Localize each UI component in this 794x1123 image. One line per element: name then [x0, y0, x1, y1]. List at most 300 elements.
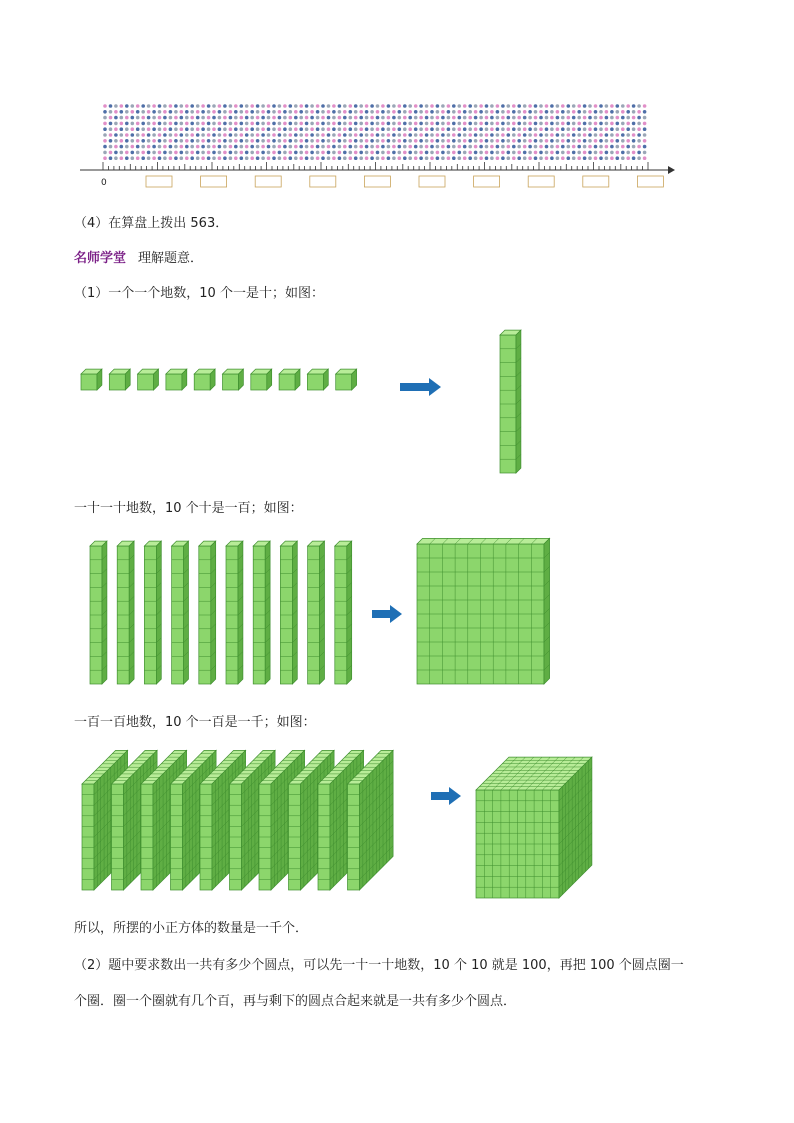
dot: [605, 133, 609, 137]
dot: [234, 127, 238, 131]
dot: [207, 127, 211, 131]
dot: [512, 127, 516, 131]
dot: [643, 127, 647, 131]
dot: [261, 122, 265, 126]
dot: [436, 133, 440, 137]
dot: [425, 133, 429, 137]
dot: [114, 104, 118, 108]
dot: [190, 139, 194, 143]
dot: [272, 151, 276, 155]
dot: [468, 151, 472, 155]
dot: [485, 116, 489, 120]
dot: [365, 133, 369, 137]
dot: [267, 133, 271, 137]
dot: [109, 151, 113, 155]
dot: [523, 127, 527, 131]
dot: [141, 156, 145, 160]
ten-rod: [90, 541, 107, 684]
question-4: （4）在算盘上拨出 563．: [74, 216, 229, 231]
dot: [479, 104, 483, 108]
dot: [441, 156, 445, 160]
dot: [517, 110, 521, 114]
dot: [528, 122, 532, 126]
dot: [327, 151, 331, 155]
dot: [408, 139, 412, 143]
dot: [610, 104, 614, 108]
dot: [425, 116, 429, 120]
answer-box[interactable]: [146, 176, 172, 187]
dot: [414, 139, 418, 143]
dot: [452, 139, 456, 143]
dot: [490, 145, 494, 149]
dot: [490, 156, 494, 160]
dot: [507, 127, 511, 131]
dot: [343, 156, 347, 160]
dot: [125, 110, 129, 114]
dot: [528, 156, 532, 160]
ten-rod: [199, 541, 216, 684]
dot: [321, 151, 325, 155]
dot: [376, 104, 380, 108]
dot: [436, 156, 440, 160]
dot: [256, 122, 260, 126]
dot: [528, 133, 532, 137]
dot: [474, 127, 478, 131]
dot: [441, 116, 445, 120]
dot: [512, 110, 516, 114]
dot: [637, 145, 641, 149]
dot: [278, 104, 282, 108]
dot: [632, 151, 636, 155]
dot: [507, 104, 511, 108]
dot: [507, 133, 511, 137]
dot: [332, 110, 336, 114]
dot: [447, 151, 451, 155]
answer-box[interactable]: [310, 176, 336, 187]
dot: [605, 139, 609, 143]
dot: [250, 110, 254, 114]
dot: [414, 122, 418, 126]
dot: [599, 122, 603, 126]
dot: [398, 127, 402, 131]
dot: [343, 145, 347, 149]
dot: [550, 127, 554, 131]
dot: [305, 145, 309, 149]
dot: [485, 122, 489, 126]
dot: [354, 133, 358, 137]
dot: [452, 145, 456, 149]
dot: [381, 122, 385, 126]
dot: [316, 104, 320, 108]
dot: [190, 127, 194, 131]
dot: [550, 116, 554, 120]
dot: [403, 122, 407, 126]
dot: [240, 110, 244, 114]
dot: [370, 139, 374, 143]
dot: [501, 156, 505, 160]
dot: [365, 116, 369, 120]
dot: [485, 139, 489, 143]
dot: [528, 127, 532, 131]
dot: [376, 110, 380, 114]
dot: [201, 122, 205, 126]
dot: [234, 156, 238, 160]
dot: [370, 156, 374, 160]
dot: [387, 151, 391, 155]
dot: [261, 116, 265, 120]
dot: [267, 122, 271, 126]
dot: [120, 156, 124, 160]
dot: [147, 139, 151, 143]
dot: [567, 104, 571, 108]
dot: [376, 133, 380, 137]
dot: [632, 116, 636, 120]
dot: [567, 133, 571, 137]
dot: [278, 133, 282, 137]
dot: [610, 122, 614, 126]
dot: [338, 116, 342, 120]
dot: [109, 139, 113, 143]
dot: [272, 104, 276, 108]
dot: [632, 133, 636, 137]
dot: [174, 139, 178, 143]
dot: [643, 122, 647, 126]
ten-rod: [226, 541, 243, 684]
dot: [496, 110, 500, 114]
dot: [468, 133, 472, 137]
dot: [408, 116, 412, 120]
dot: [632, 145, 636, 149]
dot: [534, 127, 538, 131]
dot: [354, 122, 358, 126]
dot: [212, 104, 216, 108]
dot: [556, 127, 560, 131]
dot: [332, 156, 336, 160]
dot: [479, 110, 483, 114]
dot: [180, 156, 184, 160]
dot: [332, 145, 336, 149]
dot: [289, 122, 293, 126]
dot: [152, 127, 156, 131]
dot: [321, 122, 325, 126]
dot: [398, 156, 402, 160]
dot: [212, 110, 216, 114]
dot: [643, 139, 647, 143]
dot: [517, 133, 521, 137]
dot: [517, 104, 521, 108]
dot: [305, 151, 309, 155]
dot: [637, 116, 641, 120]
dot: [485, 133, 489, 137]
dot: [294, 151, 298, 155]
dot: [474, 116, 478, 120]
dot: [174, 122, 178, 126]
dot: [109, 104, 113, 108]
dot: [501, 110, 505, 114]
dot: [278, 139, 282, 143]
dot: [256, 145, 260, 149]
dot: [316, 127, 320, 131]
dot: [158, 122, 162, 126]
dot: [327, 127, 331, 131]
ten-rod: [280, 541, 297, 684]
dot: [338, 127, 342, 131]
dot: [599, 156, 603, 160]
answer-box[interactable]: [528, 176, 554, 187]
dot: [131, 133, 135, 137]
dot-grid: [103, 104, 646, 160]
dot: [218, 151, 222, 155]
dot: [185, 127, 189, 131]
dot: [381, 127, 385, 131]
dot: [229, 122, 233, 126]
dot: [196, 145, 200, 149]
dot: [545, 145, 549, 149]
dot: [403, 110, 407, 114]
dot: [441, 110, 445, 114]
dot: [327, 122, 331, 126]
dot: [185, 139, 189, 143]
dot: [490, 133, 494, 137]
dot: [294, 116, 298, 120]
answer-box[interactable]: [583, 176, 609, 187]
dot: [517, 122, 521, 126]
dot: [583, 145, 587, 149]
dot: [398, 104, 402, 108]
dot: [643, 151, 647, 155]
dot: [370, 116, 374, 120]
dot: [223, 127, 227, 131]
dot: [283, 145, 287, 149]
dot: [408, 104, 412, 108]
dot: [572, 156, 576, 160]
dot: [370, 151, 374, 155]
dot: [447, 139, 451, 143]
dot: [621, 151, 625, 155]
dot: [496, 133, 500, 137]
dot: [332, 122, 336, 126]
dot: [507, 116, 511, 120]
dot: [583, 110, 587, 114]
dot: [327, 104, 331, 108]
dot: [632, 122, 636, 126]
dot: [321, 104, 325, 108]
dot: [207, 104, 211, 108]
dot: [343, 122, 347, 126]
dot: [577, 110, 581, 114]
dot: [616, 116, 620, 120]
dot: [354, 104, 358, 108]
dot: [207, 156, 211, 160]
dot: [605, 151, 609, 155]
dot: [109, 127, 113, 131]
dot: [567, 139, 571, 143]
unit-cube: [307, 369, 328, 390]
dot: [229, 104, 233, 108]
dot: [610, 116, 614, 120]
dot: [299, 133, 303, 137]
dot: [223, 145, 227, 149]
dot: [594, 110, 598, 114]
dot: [523, 151, 527, 155]
dot: [245, 139, 249, 143]
dot: [349, 104, 353, 108]
dot: [294, 156, 298, 160]
dot: [474, 104, 478, 108]
dot: [147, 145, 151, 149]
dot: [229, 110, 233, 114]
dot: [567, 127, 571, 131]
dot: [305, 110, 309, 114]
dot: [234, 116, 238, 120]
dot: [392, 133, 396, 137]
dot: [567, 122, 571, 126]
dot: [234, 145, 238, 149]
answer-box[interactable]: [201, 176, 227, 187]
paragraph-hundreds: 一百一百地数，10 个一百是一千；如图：: [74, 715, 316, 730]
dot: [256, 116, 260, 120]
answer-box[interactable]: [419, 176, 445, 187]
dot: [316, 116, 320, 120]
dot: [234, 122, 238, 126]
dot: [299, 116, 303, 120]
dot: [294, 139, 298, 143]
dot: [512, 139, 516, 143]
dot: [349, 110, 353, 114]
dot: [299, 145, 303, 149]
dot: [114, 151, 118, 155]
unit-cube: [138, 369, 159, 390]
answer-box[interactable]: [255, 176, 281, 187]
answer-box[interactable]: [474, 176, 500, 187]
dot: [387, 139, 391, 143]
dot: [359, 139, 363, 143]
dot: [626, 116, 630, 120]
dot: [490, 139, 494, 143]
dot: [430, 116, 434, 120]
dot: [463, 156, 467, 160]
dot: [272, 116, 276, 120]
dot: [223, 116, 227, 120]
dot: [496, 127, 500, 131]
dot: [120, 127, 124, 131]
dot: [490, 151, 494, 155]
dot: [365, 145, 369, 149]
dot: [621, 145, 625, 149]
dot: [485, 156, 489, 160]
dot: [479, 151, 483, 155]
dot: [621, 127, 625, 131]
dot: [267, 116, 271, 120]
dot: [414, 127, 418, 131]
dot: [261, 110, 265, 114]
dot: [365, 104, 369, 108]
dot: [240, 133, 244, 137]
dot: [561, 104, 565, 108]
dot: [201, 139, 205, 143]
dot: [616, 104, 620, 108]
dot: [496, 151, 500, 155]
dot: [501, 127, 505, 131]
dot: [354, 110, 358, 114]
unit-cube: [223, 369, 244, 390]
dot: [583, 127, 587, 131]
dot: [212, 133, 216, 137]
dot: [419, 156, 423, 160]
dot: [169, 133, 173, 137]
dot: [643, 116, 647, 120]
dot: [174, 151, 178, 155]
dot: [278, 156, 282, 160]
dot: [283, 116, 287, 120]
dot: [441, 139, 445, 143]
dot: [196, 156, 200, 160]
dot: [376, 127, 380, 131]
dot: [381, 110, 385, 114]
dot: [637, 139, 641, 143]
dot: [321, 110, 325, 114]
dot: [310, 127, 314, 131]
dot: [425, 104, 429, 108]
dot: [599, 145, 603, 149]
dot: [621, 133, 625, 137]
dot: [136, 156, 140, 160]
dot: [327, 156, 331, 160]
number-line-figure: [0, 0, 794, 200]
dot: [147, 116, 151, 120]
dot: [507, 151, 511, 155]
dot: [321, 133, 325, 137]
dot: [131, 139, 135, 143]
dot: [180, 139, 184, 143]
dot: [109, 110, 113, 114]
dot: [338, 122, 342, 126]
answer-box[interactable]: [364, 176, 390, 187]
dot: [463, 122, 467, 126]
dot: [567, 156, 571, 160]
paragraph-conclusion: 所以，所摆的小正方体的数量是一千个．: [74, 921, 309, 936]
dot: [256, 156, 260, 160]
dot: [447, 156, 451, 160]
dot: [419, 127, 423, 131]
dot: [550, 110, 554, 114]
dot: [626, 156, 630, 160]
dot: [338, 151, 342, 155]
dot: [321, 116, 325, 120]
dot: [163, 122, 167, 126]
dot: [207, 145, 211, 149]
dot: [468, 104, 472, 108]
dot: [463, 116, 467, 120]
dot: [567, 151, 571, 155]
dot: [283, 133, 287, 137]
dot: [190, 145, 194, 149]
dot: [572, 122, 576, 126]
dot: [577, 156, 581, 160]
dot: [643, 104, 647, 108]
dot: [354, 116, 358, 120]
dot: [381, 151, 385, 155]
dot: [425, 156, 429, 160]
dot: [523, 104, 527, 108]
dot: [507, 122, 511, 126]
dot: [185, 104, 189, 108]
dot: [485, 127, 489, 131]
dot: [539, 116, 543, 120]
answer-box[interactable]: [637, 176, 663, 187]
dot: [447, 104, 451, 108]
dot: [114, 122, 118, 126]
